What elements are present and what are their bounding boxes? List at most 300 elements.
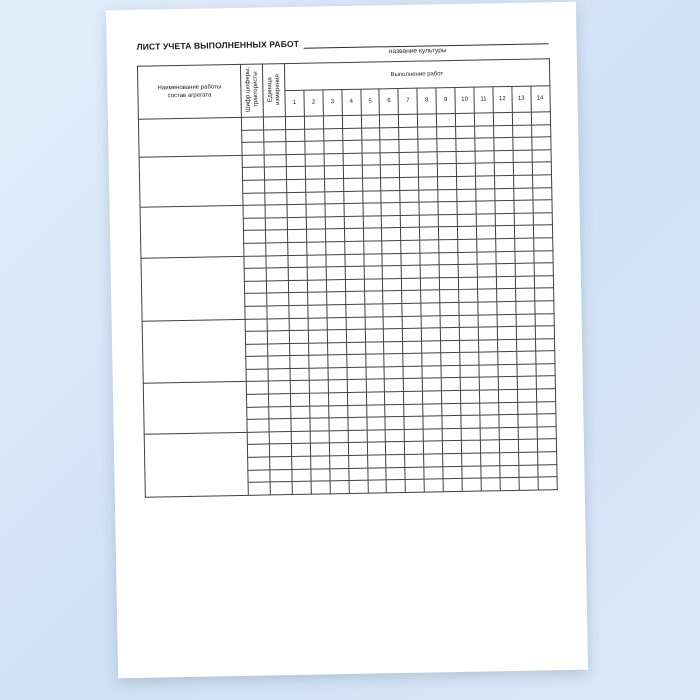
cell-day-8[interactable] (421, 290, 440, 303)
cell-day-11[interactable] (479, 365, 498, 378)
cell-day-11[interactable] (481, 453, 500, 466)
cell-day-2[interactable] (305, 128, 324, 141)
cell-day-9[interactable] (440, 328, 459, 341)
cell-day-8[interactable] (422, 353, 441, 366)
cell-day-7[interactable] (399, 152, 418, 165)
cell-day-4[interactable] (346, 304, 365, 317)
cell-driver-code[interactable] (242, 167, 264, 180)
cell-day-9[interactable] (440, 302, 459, 315)
cell-day-13[interactable] (514, 225, 533, 238)
cell-day-5[interactable] (362, 165, 381, 178)
cell-day-9[interactable] (443, 479, 462, 492)
cell-day-13[interactable] (519, 477, 538, 490)
cell-day-14[interactable] (538, 477, 557, 490)
cell-day-13[interactable] (517, 377, 536, 390)
cell-day-7[interactable] (403, 366, 422, 379)
cell-day-12[interactable] (494, 150, 513, 163)
cell-unit[interactable] (264, 129, 286, 142)
cell-day-9[interactable] (439, 239, 458, 252)
cell-day-10[interactable] (460, 352, 479, 365)
cell-day-7[interactable] (401, 265, 420, 278)
cell-day-5[interactable] (365, 329, 384, 342)
cell-driver-code[interactable] (244, 243, 266, 256)
cell-day-10[interactable] (458, 277, 477, 290)
cell-day-1[interactable] (290, 393, 309, 406)
cell-driver-code[interactable] (244, 281, 266, 294)
cell-day-10[interactable] (456, 126, 475, 139)
cell-day-14[interactable] (532, 150, 551, 163)
cell-day-10[interactable] (457, 214, 476, 227)
cell-driver-code[interactable] (242, 142, 264, 155)
cell-day-4[interactable] (348, 443, 367, 456)
cell-day-10[interactable] (460, 378, 479, 391)
cell-day-12[interactable] (497, 326, 516, 339)
cell-driver-code[interactable] (247, 444, 269, 457)
cell-day-11[interactable] (476, 226, 495, 239)
cell-day-2[interactable] (306, 191, 325, 204)
cell-day-13[interactable] (514, 238, 533, 251)
cell-day-8[interactable] (418, 152, 437, 165)
cell-day-6[interactable] (385, 404, 404, 417)
cell-day-14[interactable] (537, 452, 556, 465)
cell-day-4[interactable] (347, 392, 366, 405)
cell-day-11[interactable] (477, 276, 496, 289)
cell-day-4[interactable] (347, 367, 366, 380)
cell-day-9[interactable] (439, 265, 458, 278)
cell-day-10[interactable] (458, 264, 477, 277)
cell-day-13[interactable] (516, 326, 535, 339)
cell-day-8[interactable] (424, 466, 443, 479)
cell-day-13[interactable] (513, 162, 532, 175)
cell-day-3[interactable] (329, 456, 348, 469)
cell-unit[interactable] (266, 280, 288, 293)
cell-driver-code[interactable] (247, 419, 269, 432)
cell-day-1[interactable] (290, 355, 309, 368)
cell-day-7[interactable] (404, 429, 423, 442)
cell-day-14[interactable] (533, 250, 552, 263)
cell-day-2[interactable] (309, 393, 328, 406)
cell-day-7[interactable] (400, 165, 419, 178)
cell-day-12[interactable] (495, 213, 514, 226)
cell-day-5[interactable] (364, 279, 383, 292)
cell-day-2[interactable] (308, 292, 327, 305)
cell-driver-code[interactable] (245, 318, 267, 331)
cell-day-3[interactable] (327, 342, 346, 355)
cell-day-9[interactable] (441, 365, 460, 378)
cell-day-2[interactable] (305, 179, 324, 192)
cell-day-12[interactable] (494, 175, 513, 188)
cell-unit[interactable] (263, 117, 285, 130)
cell-day-13[interactable] (515, 288, 534, 301)
cell-day-1[interactable] (286, 141, 305, 154)
cell-day-14[interactable] (531, 137, 550, 150)
cell-day-14[interactable] (532, 175, 551, 188)
cell-day-7[interactable] (400, 202, 419, 215)
cell-day-13[interactable] (513, 175, 532, 188)
cell-day-7[interactable] (401, 253, 420, 266)
cell-day-1[interactable] (291, 406, 310, 419)
cell-day-8[interactable] (418, 114, 437, 127)
cell-day-1[interactable] (288, 255, 307, 268)
cell-day-3[interactable] (329, 418, 348, 431)
cell-day-3[interactable] (330, 468, 349, 481)
cell-day-13[interactable] (519, 465, 538, 478)
cell-day-4[interactable] (343, 166, 362, 179)
cell-day-1[interactable] (289, 330, 308, 343)
cell-day-10[interactable] (455, 113, 474, 126)
cell-day-5[interactable] (366, 417, 385, 430)
cell-work-name[interactable] (138, 117, 242, 157)
cell-day-7[interactable] (404, 416, 423, 429)
cell-day-14[interactable] (536, 389, 555, 402)
cell-day-12[interactable] (498, 364, 517, 377)
cell-day-13[interactable] (513, 188, 532, 201)
cell-day-10[interactable] (459, 289, 478, 302)
cell-day-9[interactable] (437, 139, 456, 152)
cell-unit[interactable] (270, 482, 292, 495)
cell-day-12[interactable] (497, 339, 516, 352)
cell-day-14[interactable] (535, 326, 554, 339)
cell-day-13[interactable] (517, 402, 536, 415)
cell-day-7[interactable] (400, 177, 419, 190)
cell-day-1[interactable] (292, 456, 311, 469)
cell-day-2[interactable] (309, 380, 328, 393)
cell-day-6[interactable] (381, 203, 400, 216)
cell-day-6[interactable] (380, 127, 399, 140)
cell-day-3[interactable] (328, 380, 347, 393)
cell-day-9[interactable] (437, 126, 456, 139)
cell-day-4[interactable] (348, 417, 367, 430)
cell-day-13[interactable] (512, 125, 531, 138)
cell-day-14[interactable] (534, 288, 553, 301)
cell-day-3[interactable] (325, 241, 344, 254)
cell-unit[interactable] (269, 444, 291, 457)
cell-day-3[interactable] (324, 166, 343, 179)
cell-day-4[interactable] (346, 342, 365, 355)
cell-day-10[interactable] (456, 151, 475, 164)
cell-day-5[interactable] (368, 480, 387, 493)
cell-day-3[interactable] (324, 179, 343, 192)
cell-driver-code[interactable] (247, 432, 269, 445)
cell-day-5[interactable] (365, 316, 384, 329)
cell-day-4[interactable] (346, 329, 365, 342)
cell-work-name[interactable] (141, 256, 245, 321)
cell-day-12[interactable] (499, 452, 518, 465)
cell-day-6[interactable] (384, 341, 403, 354)
cell-day-8[interactable] (424, 441, 443, 454)
cell-day-1[interactable] (290, 368, 309, 381)
cell-work-name[interactable] (139, 155, 243, 207)
cell-day-8[interactable] (423, 391, 442, 404)
cell-day-2[interactable] (308, 317, 327, 330)
cell-day-6[interactable] (384, 366, 403, 379)
cell-day-9[interactable] (441, 378, 460, 391)
cell-day-9[interactable] (437, 164, 456, 177)
cell-day-13[interactable] (517, 364, 536, 377)
cell-day-12[interactable] (494, 163, 513, 176)
cell-driver-code[interactable] (243, 230, 265, 243)
cell-day-14[interactable] (534, 275, 553, 288)
cell-day-12[interactable] (499, 427, 518, 440)
cell-day-1[interactable] (288, 280, 307, 293)
cell-day-7[interactable] (402, 303, 421, 316)
cell-unit[interactable] (270, 469, 292, 482)
cell-day-1[interactable] (291, 444, 310, 457)
cell-day-3[interactable] (325, 204, 344, 217)
cell-day-6[interactable] (382, 215, 401, 228)
cell-day-4[interactable] (343, 178, 362, 191)
cell-day-4[interactable] (342, 115, 361, 128)
cell-day-11[interactable] (478, 339, 497, 352)
cell-day-1[interactable] (289, 293, 308, 306)
cell-day-7[interactable] (405, 479, 424, 492)
cell-unit[interactable] (266, 243, 288, 256)
cell-day-14[interactable] (536, 364, 555, 377)
cell-day-4[interactable] (343, 140, 362, 153)
cell-day-7[interactable] (401, 215, 420, 228)
cell-day-9[interactable] (442, 428, 461, 441)
cell-day-6[interactable] (381, 190, 400, 203)
cell-day-3[interactable] (326, 279, 345, 292)
cell-day-7[interactable] (404, 391, 423, 404)
cell-day-14[interactable] (534, 301, 553, 314)
cell-day-5[interactable] (363, 241, 382, 254)
cell-day-2[interactable] (310, 431, 329, 444)
cell-unit[interactable] (267, 305, 289, 318)
cell-day-9[interactable] (442, 441, 461, 454)
cell-day-2[interactable] (306, 229, 325, 242)
cell-day-7[interactable] (402, 278, 421, 291)
cell-unit[interactable] (265, 180, 287, 193)
cell-day-6[interactable] (380, 140, 399, 153)
cell-day-7[interactable] (404, 404, 423, 417)
cell-day-11[interactable] (475, 163, 494, 176)
cell-day-5[interactable] (363, 216, 382, 229)
cell-driver-code[interactable] (245, 293, 267, 306)
cell-unit[interactable] (268, 343, 290, 356)
cell-day-2[interactable] (307, 280, 326, 293)
cell-work-name[interactable] (140, 206, 244, 258)
cell-day-1[interactable] (290, 343, 309, 356)
cell-day-11[interactable] (475, 138, 494, 151)
cell-day-14[interactable] (537, 427, 556, 440)
cell-day-2[interactable] (305, 154, 324, 167)
cell-day-7[interactable] (401, 240, 420, 253)
cell-day-9[interactable] (443, 453, 462, 466)
cell-driver-code[interactable] (242, 155, 264, 168)
cell-day-8[interactable] (419, 164, 438, 177)
cell-day-4[interactable] (349, 480, 368, 493)
cell-day-1[interactable] (292, 481, 311, 494)
cell-day-12[interactable] (498, 389, 517, 402)
cell-day-5[interactable] (363, 228, 382, 241)
cell-day-10[interactable] (460, 340, 479, 353)
cell-day-7[interactable] (401, 227, 420, 240)
cell-day-8[interactable] (421, 278, 440, 291)
cell-day-10[interactable] (461, 441, 480, 454)
cell-day-14[interactable] (531, 124, 550, 137)
cell-day-10[interactable] (457, 201, 476, 214)
cell-day-10[interactable] (456, 163, 475, 176)
cell-day-6[interactable] (384, 316, 403, 329)
cell-day-9[interactable] (442, 403, 461, 416)
cell-day-4[interactable] (345, 254, 364, 267)
cell-day-14[interactable] (533, 200, 552, 213)
cell-day-10[interactable] (461, 403, 480, 416)
cell-day-1[interactable] (289, 318, 308, 331)
cell-unit[interactable] (270, 457, 292, 470)
cell-day-12[interactable] (496, 264, 515, 277)
cell-day-8[interactable] (422, 378, 441, 391)
cell-day-13[interactable] (513, 150, 532, 163)
cell-day-7[interactable] (404, 379, 423, 392)
cell-day-7[interactable] (403, 353, 422, 366)
cell-day-4[interactable] (343, 191, 362, 204)
cell-day-11[interactable] (476, 201, 495, 214)
cell-day-2[interactable] (310, 418, 329, 431)
cell-day-3[interactable] (326, 254, 345, 267)
cell-day-11[interactable] (481, 465, 500, 478)
cell-day-10[interactable] (460, 365, 479, 378)
cell-day-12[interactable] (497, 314, 516, 327)
cell-unit[interactable] (269, 419, 291, 432)
cell-day-13[interactable] (518, 439, 537, 452)
cell-day-6[interactable] (384, 329, 403, 342)
cell-day-1[interactable] (288, 242, 307, 255)
cell-day-6[interactable] (383, 266, 402, 279)
cell-day-13[interactable] (512, 112, 531, 125)
cell-day-6[interactable] (387, 480, 406, 493)
cell-day-10[interactable] (462, 466, 481, 479)
cell-day-8[interactable] (423, 416, 442, 429)
cell-day-9[interactable] (439, 227, 458, 240)
cell-day-14[interactable] (535, 351, 554, 364)
cell-day-10[interactable] (461, 415, 480, 428)
cell-day-13[interactable] (514, 200, 533, 213)
cell-day-11[interactable] (479, 390, 498, 403)
cell-unit[interactable] (265, 230, 287, 243)
cell-day-2[interactable] (308, 343, 327, 356)
cell-day-2[interactable] (304, 116, 323, 129)
cell-day-4[interactable] (345, 279, 364, 292)
cell-day-5[interactable] (361, 127, 380, 140)
cell-day-4[interactable] (346, 354, 365, 367)
cell-day-10[interactable] (460, 390, 479, 403)
cell-day-9[interactable] (438, 202, 457, 215)
cell-day-9[interactable] (438, 189, 457, 202)
cell-unit[interactable] (264, 154, 286, 167)
cell-day-12[interactable] (499, 415, 518, 428)
cell-driver-code[interactable] (246, 381, 268, 394)
cell-day-12[interactable] (500, 478, 519, 491)
cell-day-6[interactable] (385, 417, 404, 430)
cell-day-8[interactable] (419, 215, 438, 228)
cell-work-name[interactable] (143, 382, 247, 434)
cell-day-5[interactable] (364, 266, 383, 279)
cell-driver-code[interactable] (244, 256, 266, 269)
cell-day-2[interactable] (311, 456, 330, 469)
cell-day-3[interactable] (326, 267, 345, 280)
cell-unit[interactable] (265, 192, 287, 205)
cell-day-1[interactable] (288, 267, 307, 280)
cell-day-5[interactable] (367, 467, 386, 480)
cell-day-6[interactable] (386, 442, 405, 455)
cell-work-name[interactable] (142, 319, 246, 384)
cell-driver-code[interactable] (248, 470, 270, 483)
cell-day-11[interactable] (478, 289, 497, 302)
cell-day-8[interactable] (419, 177, 438, 190)
cell-day-13[interactable] (518, 427, 537, 440)
cell-unit[interactable] (268, 381, 290, 394)
cell-day-13[interactable] (516, 314, 535, 327)
cell-day-3[interactable] (329, 430, 348, 443)
cell-day-2[interactable] (305, 166, 324, 179)
cell-day-2[interactable] (305, 141, 324, 154)
cell-day-5[interactable] (367, 455, 386, 468)
cell-day-13[interactable] (515, 263, 534, 276)
cell-unit[interactable] (265, 217, 287, 230)
cell-day-6[interactable] (385, 392, 404, 405)
cell-day-14[interactable] (532, 187, 551, 200)
cell-day-6[interactable] (383, 303, 402, 316)
cell-day-7[interactable] (402, 316, 421, 329)
cell-unit[interactable] (269, 431, 291, 444)
cell-day-4[interactable] (347, 380, 366, 393)
cell-day-9[interactable] (436, 113, 455, 126)
cell-day-10[interactable] (459, 327, 478, 340)
cell-day-14[interactable] (534, 263, 553, 276)
cell-day-9[interactable] (441, 353, 460, 366)
cell-day-11[interactable] (480, 440, 499, 453)
cell-day-4[interactable] (346, 317, 365, 330)
cell-day-12[interactable] (497, 301, 516, 314)
cell-day-13[interactable] (515, 251, 534, 264)
cell-unit[interactable] (265, 205, 287, 218)
cell-day-10[interactable] (462, 478, 481, 491)
cell-day-4[interactable] (345, 291, 364, 304)
cell-day-5[interactable] (362, 190, 381, 203)
cell-day-2[interactable] (308, 305, 327, 318)
cell-day-3[interactable] (323, 116, 342, 129)
cell-day-8[interactable] (419, 189, 438, 202)
cell-day-5[interactable] (367, 430, 386, 443)
cell-driver-code[interactable] (243, 193, 265, 206)
cell-day-11[interactable] (476, 188, 495, 201)
cell-unit[interactable] (266, 255, 288, 268)
cell-driver-code[interactable] (241, 117, 263, 130)
cell-day-1[interactable] (287, 204, 306, 217)
cell-day-3[interactable] (328, 355, 347, 368)
cell-day-1[interactable] (286, 129, 305, 142)
cell-day-11[interactable] (479, 377, 498, 390)
cell-day-3[interactable] (328, 393, 347, 406)
cell-day-3[interactable] (324, 153, 343, 166)
cell-day-9[interactable] (442, 416, 461, 429)
cell-day-9[interactable] (440, 290, 459, 303)
cell-day-9[interactable] (438, 176, 457, 189)
cell-day-4[interactable] (345, 266, 364, 279)
cell-day-7[interactable] (403, 341, 422, 354)
cell-day-12[interactable] (498, 352, 517, 365)
cell-driver-code[interactable] (248, 482, 270, 495)
cell-day-2[interactable] (306, 204, 325, 217)
cell-day-12[interactable] (495, 226, 514, 239)
cell-day-8[interactable] (424, 454, 443, 467)
cell-day-11[interactable] (478, 302, 497, 315)
cell-day-3[interactable] (325, 216, 344, 229)
cell-day-3[interactable] (328, 367, 347, 380)
cell-day-2[interactable] (306, 217, 325, 230)
